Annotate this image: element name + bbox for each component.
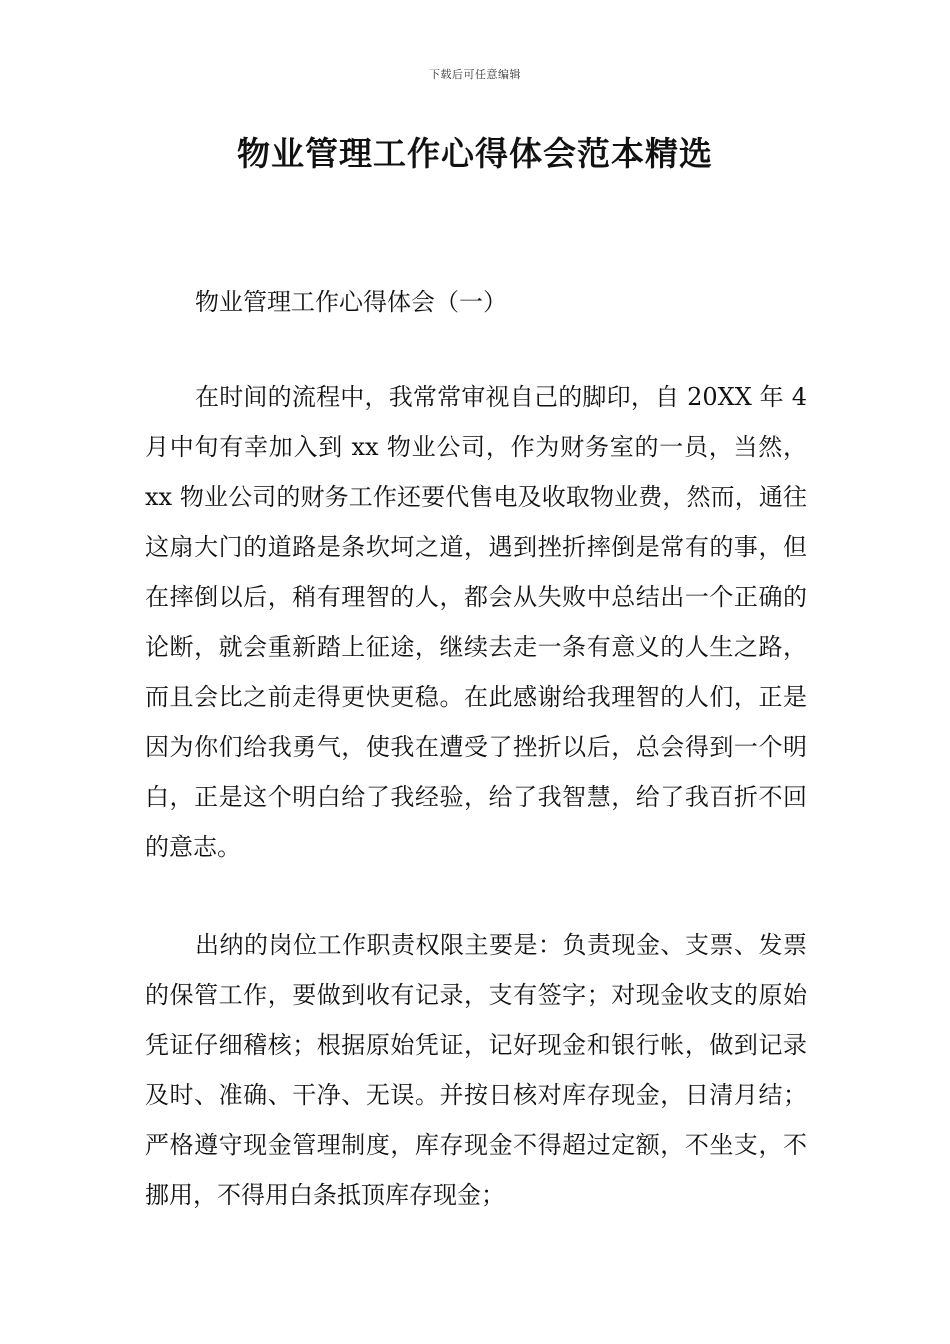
paragraph-text: 在时间的流程中，我常常审视自己的脚印，自 20XX 年 4 月中旬有幸加入到 xx 物业公司，作为财务室的一员，当然，xx 物业公司的财务工作还要代售电及收取物业费，然而，通往这扇大门的道路是条坎坷之道，遇到挫折摔倒是常有的事，但在摔倒以后，稍有理智的人，都会从失败中总结出一个正确的论断，就会重新踏上征途，继续去走一条有意义的人生之路，而且会比之前走得更快更稳。在此感谢给我理智的人们，正是因为你们给我勇气，使我在遭受了挫折以后，总会得到一个明白，正是这个明白给了我经验，给了我智慧，给了我百折不回的意志。: [145, 383, 807, 861]
page-header-note: 下载后可任意编辑: [429, 68, 521, 81]
section-heading: 物业管理工作心得体会（一）: [195, 288, 507, 316]
body-paragraph-2: [145, 920, 807, 1220]
document-title: 物业管理工作心得体会范本精选: [237, 134, 713, 173]
paragraph-text: 出纳的岗位工作职责权限主要是：负责现金、支票、发票的保管工作，要做到收有记录，支有签字；对现金收支的原始凭证仔细稽核；根据原始凭证，记好现金和银行帐，做到记录及时、准确、干净、无误。并按日核对库存现金，日清月结；严格遵守现金管理制度，库存现金不得超过定额，不坐支，不挪用，不得用白条抵顶库存现金；: [145, 931, 807, 1209]
body-paragraph-1: [145, 372, 807, 872]
